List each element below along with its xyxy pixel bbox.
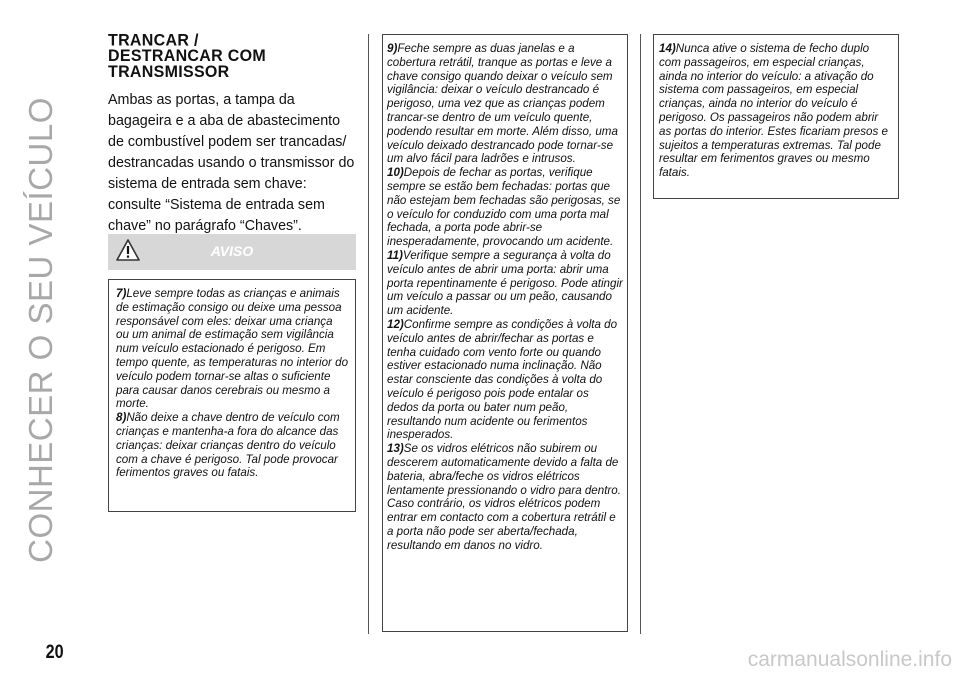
watermark: carmanualsonline.info <box>747 648 952 671</box>
heading-line: TRANSMISSOR <box>108 63 230 82</box>
note-number: 11) <box>387 248 403 262</box>
warning-note <box>387 249 623 318</box>
note-text: Não deixe a chave dentro de veículo com crianças e mantenha-a fora do alcance das crianças: deixar crianças dentro do veículo com a chave é perigoso. Tal pode provocar ferimentos graves ou fatais. <box>116 411 340 480</box>
warning-note <box>659 42 893 180</box>
note-text: Se os vidros elétricos não subirem ou descerem automaticamente devido a falta de bateria, abra/feche os vidros elétricos lentamente pressionando o vidro para dentro. Caso contrário, os vidros elétricos podem entrar em contacto com a cobertura retrátil e a porta não pode ser aberta/fechada, resultando em danos no vidro. <box>387 442 621 552</box>
section-body: Ambas as portas, a tampa da bagageira e a aba de abastecimento de combustível podem ser trancadas/ destrancadas usando o transmissor do sistema de entrada sem chave: consulte “Sistema de entrada sem chave” no parágrafo “Chaves”. <box>108 92 355 234</box>
note-text: Verifique sempre a segurança à volta do veículo antes de abrir uma porta: abrir uma porta repentinamente é perigoso. Pode atingir um veículo a passar ou um peão, causando um acidente. <box>387 248 623 318</box>
heading-line: TRANCAR / <box>108 31 199 50</box>
warning-note <box>387 42 623 166</box>
note-number: 10) <box>387 166 404 180</box>
note-text: Confirme sempre as condições à volta do veículo antes de abrir/fechar as portas e tenha cuidado com vento forte ou quando estiver estacionado numa inclinação. Não estar consciente das condições à volta do veículo é perigoso pois pode entalar os dedos da porta ou bater num peão, resultando num acidente ou ferimentos inesperados. <box>387 317 618 442</box>
warning-note <box>116 287 348 411</box>
section-heading <box>108 33 356 80</box>
warning-note <box>116 411 348 480</box>
heading-line: DESTRANCAR COM <box>108 47 266 66</box>
note-text: Leve sempre todas as crianças e animais de estimação consigo ou deixe uma pessoa responsável com eles: deixar uma criança ou um animal de estimação sem vigilância num veículo estacionado é perigoso. Em tempo quente, as temperaturas no interior do veículo podem tornar-se altas o suficiente para causar danos cerebrais ou mesmo a morte. <box>116 287 349 411</box>
column-divider <box>640 34 641 634</box>
note-number: 13) <box>387 442 404 456</box>
note-number: 9) <box>387 42 398 55</box>
page-number: 20 <box>45 642 64 663</box>
note-number: 8) <box>116 411 127 425</box>
column-divider <box>368 34 369 634</box>
note-number: 12) <box>387 317 404 331</box>
warning-note <box>387 442 623 552</box>
note-text: Nunca ative o sistema de fecho duplo com passageiros, em especial crianças, ainda no interior do veículo: a ativação do sistema com passageiros, em especial crianças, ainda no interior do veículo é perigoso. Os passageiros não podem abrir as portas do interior. Estes ficariam presos e sujeitos a temperaturas extremas. Tal pode resultar em ferimentos graves ou mesmo fatais. <box>659 42 888 180</box>
warning-box <box>108 279 356 512</box>
warning-note <box>387 318 623 442</box>
note-text: Depois de fechar as portas, verifique sempre se estão bem fechadas: portas que não estejam bem fechadas são perigosas, se o veículo for conduzido com uma porta mal fechada, a porta pode abrir-se inesperadamente, provocando um acidente. <box>387 166 621 249</box>
warning-note <box>387 166 623 249</box>
warning-header <box>108 234 356 270</box>
section-column <box>108 31 356 237</box>
warning-box <box>382 34 628 632</box>
note-text: Feche sempre as duas janelas e a cobertura retrátil, tranque as portas e leve a chave consigo quando deixar o veículo sem vigilância: deixar o veículo destrancado é perigoso, uma vez que as crianças podem trancar-se dentro de um veículo quente, podendo resultar em morte. Além disso, uma veículo deixado destrancado pode tornar-se um alvo fácil para ladrões e intrusos. <box>387 42 618 166</box>
warning-title: AVISO <box>210 243 254 259</box>
chapter-side-title: CONHECER O SEU VEÍCULO <box>22 97 59 563</box>
note-number: 7) <box>116 287 127 300</box>
note-number: 14) <box>659 42 676 55</box>
warning-box <box>653 34 899 199</box>
